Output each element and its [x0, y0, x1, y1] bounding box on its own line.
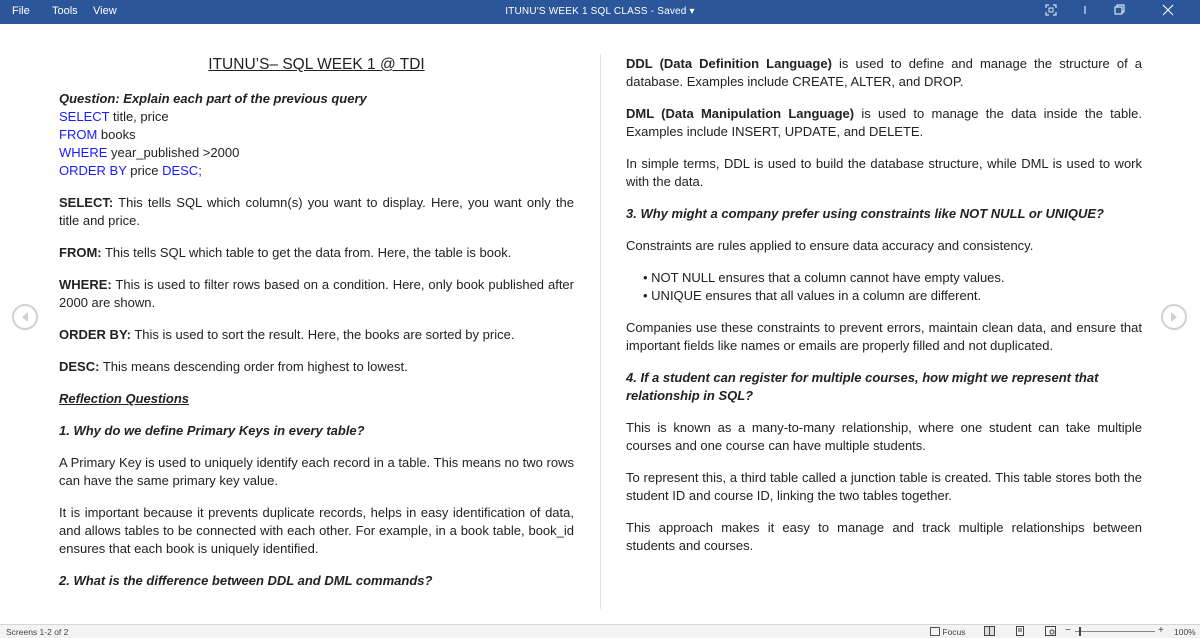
from-explanation: FROM: This tells SQL which table to get the data from. Here, the table is book.	[59, 245, 512, 260]
zoom-in-button[interactable]: +	[1158, 625, 1164, 636]
document-name: ITUNU'S WEEK 1 SQL CLASS	[505, 6, 648, 17]
previous-screen-button[interactable]	[12, 304, 38, 330]
title-bar	[0, 0, 1200, 24]
restore-icon[interactable]	[1111, 4, 1127, 20]
constraints-intro: Constraints are rules applied to ensure data accuracy and consistency.	[626, 238, 1034, 253]
zoom-level[interactable]: 100%	[1174, 627, 1196, 637]
close-icon[interactable]	[1160, 4, 1176, 20]
save-state: Saved	[657, 6, 687, 17]
menu-file[interactable]: File	[12, 5, 30, 17]
left-page	[59, 56, 574, 590]
question-4: 4. If a student can register for multiple courses, how might we represent that relationship in SQL?	[626, 370, 1099, 403]
print-layout-icon[interactable]	[1015, 626, 1025, 638]
right-page	[626, 55, 1142, 555]
bullet-icon: •	[643, 270, 652, 285]
question-1: 1. Why do we define Primary Keys in every table?	[59, 423, 365, 438]
orderby-explanation: ORDER BY: This is used to sort the result. Here, the books are sorted by price.	[59, 327, 515, 342]
query-line-orderby: ORDER BY price DESC;	[59, 163, 202, 178]
dml-definition: DML (Data Manipulation Language) is used to manage the data inside the table. Examples include INSERT, UPDATE, and DELETE.	[626, 106, 1142, 139]
chevron-down-icon: ▾	[689, 6, 695, 17]
where-explanation: WHERE: This is used to filter rows based on a condition. Here, only book published after 2000 are shown.	[59, 277, 574, 310]
web-layout-icon[interactable]	[1045, 626, 1056, 638]
zoom-slider-track[interactable]	[1075, 631, 1155, 632]
bullet-icon: •	[643, 288, 652, 303]
zoom-out-button[interactable]: −	[1065, 625, 1071, 636]
next-screen-button[interactable]	[1161, 304, 1187, 330]
reading-view	[0, 24, 1200, 624]
arrow-right-icon	[1169, 311, 1179, 323]
question-2: 2. What is the difference between DDL and DML commands?	[59, 573, 433, 588]
answer-1-paragraph-1: A Primary Key is used to uniquely identify each record in a table. This means no two rows can have the same primary key value.	[59, 455, 574, 488]
fullscreen-icon[interactable]	[1043, 4, 1059, 20]
arrow-left-icon	[20, 311, 30, 323]
bullet-not-null: • NOT NULL ensures that a column cannot have empty values.	[643, 270, 1005, 285]
focus-button[interactable]: Focus	[930, 627, 966, 637]
query-line-select: SELECT title, price	[59, 109, 169, 124]
zoom-slider-thumb[interactable]	[1079, 627, 1081, 636]
minimize-icon[interactable]	[1077, 4, 1093, 20]
screen-counter: Screens 1-2 of 2	[6, 627, 69, 637]
read-mode-icon[interactable]	[984, 626, 995, 638]
status-bar	[0, 624, 1200, 638]
menu-view[interactable]: View	[93, 5, 117, 17]
many-to-many-paragraph: This is known as a many-to-many relationship, where one student can take multiple courses and one course can have multiple students.	[626, 420, 1142, 453]
select-explanation: SELECT: This tells SQL which column(s) you want to display. Here, you want only the title and price.	[59, 195, 574, 228]
ddl-definition: DDL (Data Definition Language) is used to define and manage the structure of a database. Examples include CREATE, ALTER, and DROP.	[626, 56, 1143, 89]
question-3: 3. Why might a company prefer using constraints like NOT NULL or UNIQUE?	[626, 206, 1104, 221]
question-line: Question: Explain each part of the previous query	[59, 91, 367, 106]
page-divider	[600, 54, 601, 609]
query-line-where: WHERE year_published >2000	[59, 145, 240, 160]
junction-table-paragraph: To represent this, a third table called a junction table is created. This table stores both the student ID and course ID, linking the two tables together.	[626, 470, 1142, 503]
constraints-usage: Companies use these constraints to prevent errors, maintain clean data, and ensure that important fields like names or emails are properly filled and not duplicated.	[626, 320, 1142, 353]
desc-explanation: DESC: This means descending order from highest to lowest.	[59, 359, 408, 374]
reflection-heading: Reflection Questions	[59, 391, 190, 406]
focus-icon	[930, 627, 940, 636]
query-line-from: FROM books	[59, 127, 136, 142]
answer-1-paragraph-2: It is important because it prevents duplicate records, helps in easy identification of data, and allows tables to be connected with each other. For example, in a book table, book_id ensures that each book is uniquely identified.	[59, 505, 574, 556]
bullet-unique: • UNIQUE ensures that all values in a column are different.	[643, 288, 982, 303]
menu-tools[interactable]: Tools	[52, 5, 78, 17]
document-heading: ITUNU’S– SQL WEEK 1 @ TDI	[208, 56, 425, 73]
approach-paragraph: This approach makes it easy to manage and track multiple relationships between students and courses.	[626, 520, 1142, 553]
document-title[interactable]: ITUNU'S WEEK 1 SQL CLASS - Saved ▾	[505, 6, 695, 17]
simple-terms-paragraph: In simple terms, DDL is used to build the database structure, while DML is used to work with the data.	[626, 156, 1142, 189]
